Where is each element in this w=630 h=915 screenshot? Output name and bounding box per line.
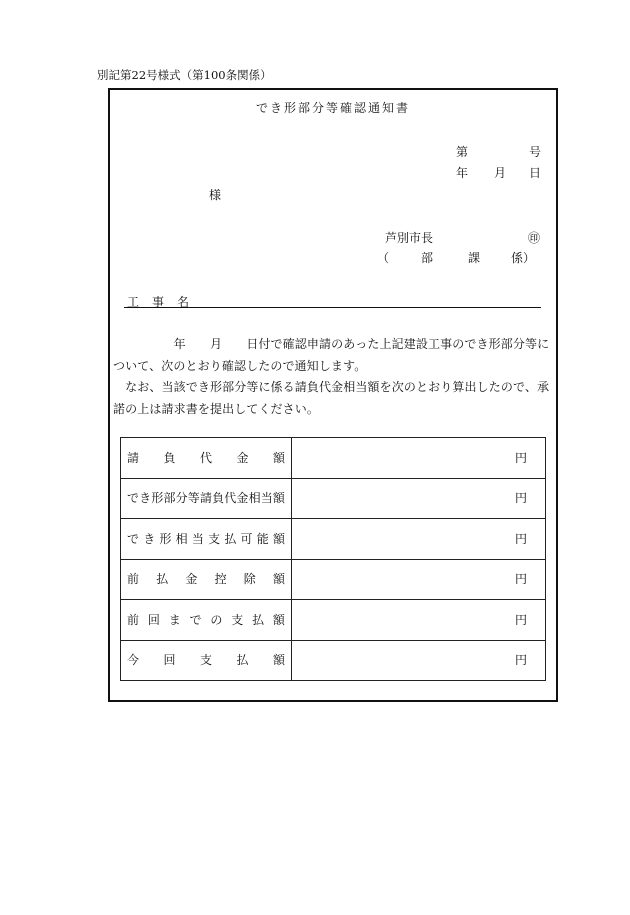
label-char: き: [139, 491, 152, 506]
label-char: 支: [199, 653, 212, 668]
label-char: 形: [151, 491, 164, 506]
label-char: 相: [175, 531, 188, 546]
amount-value-cell: [292, 478, 546, 519]
label-char: 請: [127, 450, 140, 465]
label-char: 当: [191, 531, 204, 546]
contact-department: 部: [421, 251, 434, 265]
label-char: 前: [127, 572, 140, 587]
row-label: [127, 653, 285, 667]
label-char: で: [189, 612, 202, 627]
table-row: [121, 640, 546, 681]
table-row: [121, 600, 546, 641]
label-char: 金: [185, 572, 198, 587]
contact-unit: 係: [511, 251, 524, 265]
label-char: 分: [175, 491, 188, 506]
label-char: 額: [272, 653, 285, 668]
label-char: 額: [272, 491, 285, 506]
currency-unit: 円: [514, 612, 527, 627]
label-char: 当: [260, 491, 273, 506]
label-char: 負: [163, 450, 176, 465]
date-month: 月: [494, 166, 507, 180]
label-char: 額: [272, 531, 285, 546]
label-char: 形: [159, 531, 172, 546]
date-day: 日: [529, 166, 542, 180]
body-line-1: 年 月 日付で確認申請のあった上記建設工事のでき形部分等に: [113, 337, 550, 351]
currency-unit: 円: [514, 531, 527, 546]
seal-mark: ㊞: [528, 231, 541, 245]
contact-section: 課: [468, 251, 481, 265]
amount-value-cell: [292, 519, 546, 560]
table-row: [121, 559, 546, 600]
label-char: ま: [168, 612, 181, 627]
table-row: [121, 478, 546, 519]
body-line-2: ついて、次のとおり確認したので通知します。: [113, 359, 367, 373]
label-char: 可: [240, 531, 253, 546]
body-line-3: なお、当該でき形部分等に係る請負代金相当額を次のとおり算出したので、承: [113, 380, 550, 394]
currency-unit: 円: [514, 491, 527, 506]
label-char: 払: [156, 572, 169, 587]
currency-unit: 円: [514, 450, 527, 465]
row-label: [127, 491, 285, 505]
date-year: 年: [456, 166, 469, 180]
label-char: 代: [224, 491, 237, 506]
label-char: 相: [248, 491, 261, 506]
label-char: 額: [272, 612, 285, 627]
issuer-title: 芦別市長: [385, 231, 434, 245]
label-char: 除: [243, 572, 256, 587]
currency-unit: 円: [514, 572, 527, 587]
currency-unit: 円: [514, 653, 527, 668]
label-char: 代: [199, 450, 212, 465]
label-char: 回: [163, 653, 176, 668]
label-char: 支: [208, 531, 221, 546]
label-char: 払: [252, 612, 265, 627]
label-char: 金: [236, 491, 249, 506]
row-label-cell: [121, 519, 292, 560]
label-char: 金: [236, 450, 249, 465]
label-char: 払: [224, 531, 237, 546]
label-char: 負: [212, 491, 225, 506]
row-label-cell: [121, 559, 292, 600]
document-title: でき形部分等確認通知書: [255, 101, 410, 115]
label-char: 額: [272, 572, 285, 587]
label-char: き: [143, 531, 156, 546]
row-label: [127, 532, 285, 546]
label-char: 部: [163, 491, 176, 506]
row-label: [127, 451, 285, 465]
amount-value-cell: [292, 559, 546, 600]
label-char: 前: [127, 612, 140, 627]
project-name-underline: [124, 307, 541, 308]
label-char: 能: [256, 531, 269, 546]
label-char: 等: [187, 491, 200, 506]
document-number-suffix: 号: [529, 145, 542, 159]
project-name-label: 工事名: [127, 295, 203, 309]
table-row: [121, 519, 546, 560]
table-row: [121, 438, 546, 479]
label-char: 今: [127, 653, 140, 668]
amount-value-cell: [292, 438, 546, 479]
label-char: で: [127, 531, 140, 546]
row-label: [127, 572, 285, 586]
row-label-cell: [121, 438, 292, 479]
amount-value-cell: [292, 640, 546, 681]
label-char: の: [210, 612, 223, 627]
contact-open-paren: （: [377, 251, 390, 265]
contact-close-paren: ）: [523, 251, 536, 265]
row-label-cell: [121, 640, 292, 681]
label-char: 支: [231, 612, 244, 627]
label-char: 払: [236, 653, 249, 668]
row-label-cell: [121, 600, 292, 641]
amount-value-cell: [292, 600, 546, 641]
row-label: [127, 613, 285, 627]
amount-table: [120, 437, 546, 681]
label-char: 請: [199, 491, 212, 506]
label-char: 額: [272, 450, 285, 465]
addressee-honorific: 様: [209, 188, 222, 202]
document-number-prefix: 第: [456, 145, 469, 159]
body-line-4: 諾の上は請求書を提出してください。: [113, 402, 320, 416]
label-char: 控: [214, 572, 227, 587]
label-char: で: [127, 491, 140, 506]
label-char: 回: [147, 612, 160, 627]
form-number: 別記第22号様式（第100条関係）: [97, 68, 272, 82]
notice-frame: [108, 88, 558, 702]
row-label-cell: [121, 478, 292, 519]
